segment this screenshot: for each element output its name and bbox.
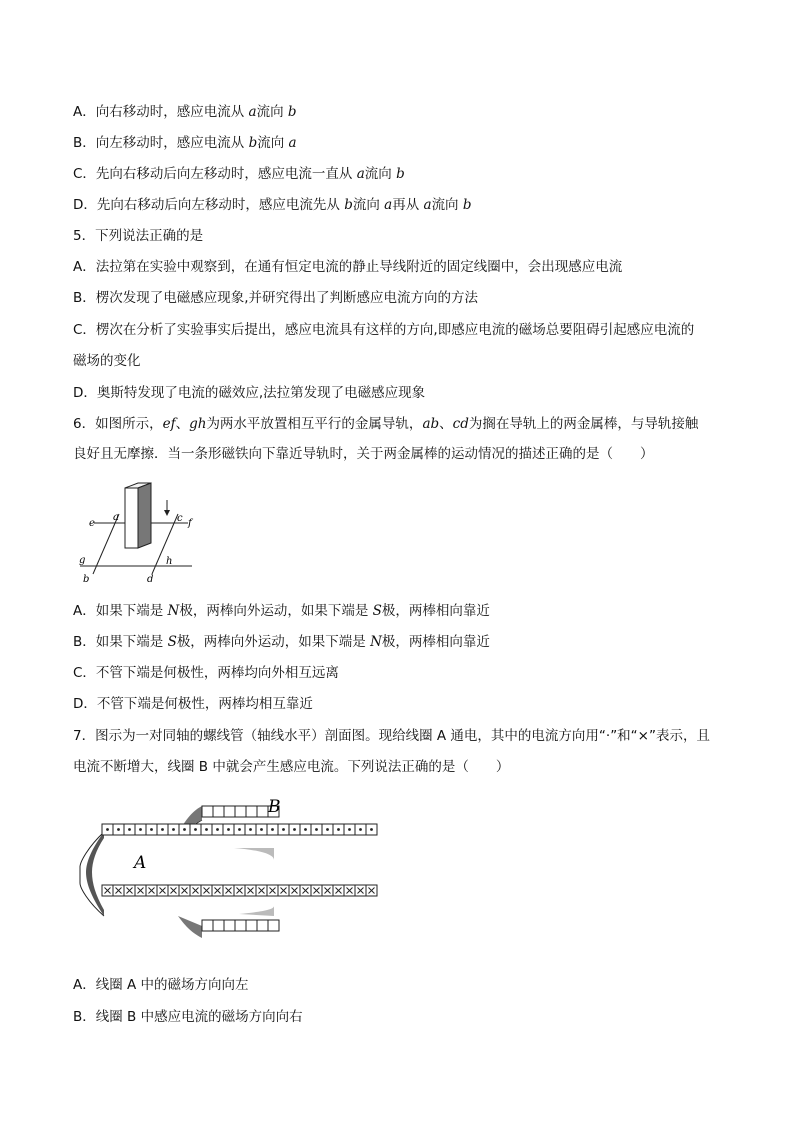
fig6-label-b: b (83, 574, 90, 585)
bar-magnet (125, 483, 151, 548)
current-dot-mark (216, 828, 219, 831)
current-dot-mark (205, 828, 208, 831)
coil-cell (213, 920, 224, 931)
q6-stem-line1: 6．如图所示，ef、gh为两水平放置相互平行的金属导轨，ab、cd为搁在导轨上的两金属棒，与导轨接触 (73, 416, 699, 432)
q4-option-a: A．向右移动时，感应电流从 a流向 b (73, 104, 297, 120)
fig6-label-e: e (89, 518, 95, 529)
q7-stem-line2: 电流不断增大，线圈 B 中就会产生感应电流。下列说法正确的是（ ） (73, 759, 510, 775)
q4-option-b: B．向左移动时，感应电流从 b流向 a (73, 135, 297, 151)
q6-option-c: C．不管下端是何极性，两棒均向外相互远离 (73, 665, 339, 681)
current-dot-mark (271, 828, 274, 831)
current-dot-mark (260, 828, 263, 831)
coil-cell (224, 806, 235, 817)
q6-option-b: B．如果下端是 S极，两棒向外运动，如果下端是 N极，两棒相向靠近 (73, 634, 490, 650)
current-dot-mark (359, 828, 362, 831)
current-dot-mark (238, 828, 241, 831)
current-dot-mark (194, 828, 197, 831)
current-dot-mark (227, 828, 230, 831)
current-dot-mark (282, 828, 285, 831)
coil-b-bottom (202, 920, 279, 931)
current-dot-mark (128, 828, 131, 831)
current-dot-mark (150, 828, 153, 831)
fig6-label-a: a (113, 512, 119, 523)
coil-cell (246, 920, 257, 931)
fig7-label-b: B (268, 797, 281, 817)
coil-cell (213, 806, 224, 817)
q5-stem: 5．下列说法正确的是 (73, 228, 204, 244)
current-dot-mark (161, 828, 164, 831)
fig6-label-g: g (79, 555, 86, 566)
current-dot-mark (106, 828, 109, 831)
q6-figure (80, 478, 270, 586)
fig6-label-f: f (188, 518, 192, 529)
current-dot-mark (326, 828, 329, 831)
fig6-label-c: c (177, 513, 183, 524)
q7-stem-line1: 7．图示为一对同轴的螺线管（轴线水平）剖面图。现给线圈 A 通电，其中的电流方向用“·”和“×”表示，且 (73, 728, 710, 744)
q7-option-a: A．线圈 A 中的磁场方向向左 (73, 977, 249, 993)
q6-stem-line2: 良好且无摩擦．当一条形磁铁向下靠近导轨时，关于两金属棒的运动情况的描述正确的是（ ） (73, 446, 654, 462)
current-dot-mark (183, 828, 186, 831)
coil-cell (235, 806, 246, 817)
coil-cell (224, 920, 235, 931)
coil-a-top-dots (102, 824, 377, 835)
current-dot-mark (304, 828, 307, 831)
q7-figure (74, 792, 364, 952)
coil-cell (235, 920, 246, 931)
coil-a-bottom-crosses (102, 885, 377, 896)
current-dot-mark (139, 828, 142, 831)
fig6-label-d: d (147, 574, 154, 585)
coil-cell (257, 920, 268, 931)
current-dot-mark (370, 828, 373, 831)
fig7-label-a: A (134, 853, 147, 873)
current-dot-mark (348, 828, 351, 831)
current-dot-mark (293, 828, 296, 831)
current-dot-mark (249, 828, 252, 831)
q4-option-c: C．先向右移动后向左移动时，感应电流一直从 a流向 b (73, 166, 405, 182)
q5-option-c-line2: 磁场的变化 (73, 353, 141, 369)
q6-option-d: D．不管下端是何极性，两棒均相互靠近 (73, 696, 313, 712)
q5-option-d: D．奥斯特发现了电流的磁效应,法拉第发现了电磁感应现象 (73, 385, 426, 401)
q5-option-c-line1: C．楞次在分析了实验事实后提出，感应电流具有这样的方向,即感应电流的磁场总要阻碍引起感应电流的 (73, 322, 695, 338)
q4-option-d: D．先向右移动后向左移动时，感应电流先从 b流向 a再从 a流向 b (73, 197, 472, 213)
fig6-label-h: h (166, 556, 173, 567)
q5-option-a: A．法拉第在实验中观察到，在通有恒定电流的静止导线附近的固定线圈中，会出现感应电流 (73, 259, 623, 275)
down-arrow-icon (164, 500, 170, 516)
coil-cell (202, 920, 213, 931)
coil-cell (246, 806, 257, 817)
coil-cell (257, 806, 268, 817)
current-dot-mark (172, 828, 175, 831)
current-dot-mark (117, 828, 120, 831)
coil-cell (268, 920, 279, 931)
current-dot-mark (315, 828, 318, 831)
current-dot-mark (337, 828, 340, 831)
q7-option-b: B．线圈 B 中感应电流的磁场方向向右 (73, 1009, 303, 1025)
q5-option-b: B．楞次发现了电磁感应现象,并研究得出了判断感应电流方向的方法 (73, 290, 479, 306)
q6-option-a: A．如果下端是 N极，两棒向外运动，如果下端是 S极，两棒相向靠近 (73, 603, 490, 619)
coil-cell (202, 806, 213, 817)
